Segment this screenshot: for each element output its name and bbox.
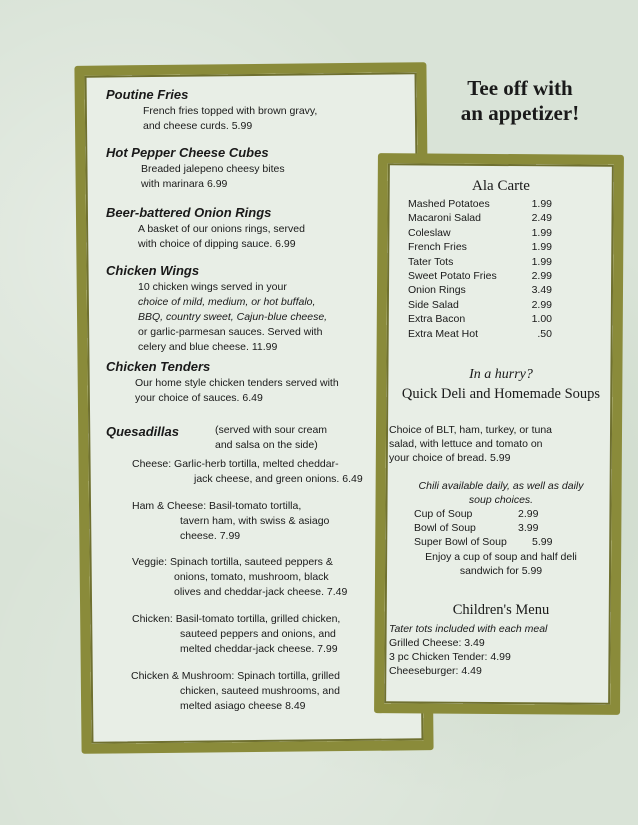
desc-line: sandwich for 5.99 <box>459 565 543 577</box>
list-item <box>414 521 552 535</box>
desc-line: with choice of dipping sauce. 6.99 <box>138 238 296 250</box>
list-item <box>408 226 552 240</box>
desc-line: French fries topped with brown gravy, <box>143 105 318 117</box>
quesadilla-chicken-mushroom <box>131 669 340 714</box>
desc-line: with marinara 6.99 <box>141 178 228 190</box>
item-name: Cup of Soup <box>414 508 473 520</box>
item-price: 2.99 <box>531 298 552 311</box>
quesadilla-label: Veggie: <box>132 556 168 568</box>
desc-line: cheese. 7.99 <box>180 530 241 542</box>
desc-line: onions, tomato, mushroom, black <box>174 571 329 583</box>
item-desc-chicken-wings <box>138 280 327 355</box>
item-price: 1.99 <box>531 241 552 254</box>
item-price: 1.99 <box>531 226 552 239</box>
list-item <box>408 327 552 341</box>
deli-kicker: In a hurry? <box>469 367 533 382</box>
quesadilla-label: Chicken: <box>132 613 173 625</box>
desc-line: celery and blue cheese. 11.99 <box>138 341 278 353</box>
desc-line: melted cheddar-jack cheese. 7.99 <box>180 643 338 655</box>
item-desc-poutine-fries <box>143 104 317 134</box>
quesadilla-label: Ham & Cheese: <box>132 500 207 512</box>
desc-line: Enjoy a cup of soup and half deli <box>425 551 577 563</box>
list-item <box>408 312 552 326</box>
tagline <box>440 76 600 126</box>
item-price: 2.49 <box>531 212 552 225</box>
item-name: Bowl of Soup <box>414 522 476 534</box>
desc-line: choice of mild, medium, or hot buffalo, <box>138 296 316 308</box>
item-title-poutine-fries: Poutine Fries <box>106 87 189 102</box>
list-item <box>408 211 552 225</box>
item-price: 5.99 <box>532 536 553 548</box>
desc-line: and cheese curds. 5.99 <box>143 120 253 132</box>
item-price: 2.99 <box>518 508 539 520</box>
desc-line: or garlic-parmesan sauces. Served with <box>138 326 323 338</box>
list-item: Cheeseburger: 4.49 <box>389 665 482 677</box>
item-price: 2.99 <box>531 269 552 282</box>
quesadillas-note <box>215 423 327 453</box>
item-price: 3.99 <box>518 522 539 534</box>
item-price: 1.99 <box>531 255 552 268</box>
list-item: 3 pc Chicken Tender: 4.99 <box>389 651 511 663</box>
ala-carte-list <box>408 197 552 341</box>
item-title-chicken-tenders: Chicken Tenders <box>106 359 211 374</box>
deli-title: Quick Deli and Homemade Soups <box>401 386 601 402</box>
item-name: Super Bowl of Soup <box>414 536 507 548</box>
quesadilla-chicken <box>132 612 340 657</box>
list-item <box>408 240 552 254</box>
desc-line: Garlic-herb tortilla, melted cheddar- <box>174 458 339 470</box>
desc-line: melted asiago cheese 8.49 <box>180 700 306 712</box>
item-title-quesadillas: Quesadillas <box>106 424 179 439</box>
kids-note: Tater tots included with each meal <box>389 623 548 635</box>
item-name: Onion Rings <box>408 284 466 297</box>
item-name: French Fries <box>408 241 467 254</box>
quesadilla-cheese <box>132 457 363 487</box>
kids-menu <box>389 622 547 678</box>
item-price: 1.00 <box>531 313 552 326</box>
item-price: 3.49 <box>531 284 552 297</box>
list-item <box>414 535 552 549</box>
tagline-line: Tee off with <box>467 76 573 100</box>
list-item: Grilled Cheese: 3.49 <box>389 637 485 649</box>
desc-line: your choice of sauces. 6.49 <box>135 392 263 404</box>
desc-line: salad, with lettuce and tomato on <box>389 438 543 450</box>
desc-line: chicken, sauteed mushrooms, and <box>180 685 340 697</box>
item-desc-chicken-tenders <box>135 376 339 406</box>
desc-line: Basil-tomato tortilla, grilled chicken, <box>175 613 341 625</box>
quesadilla-ham-cheese <box>132 499 329 544</box>
quesadilla-label: Chicken & Mushroom: <box>131 670 235 682</box>
soup-note <box>386 479 616 507</box>
desc-line: and salsa on the side) <box>215 439 318 451</box>
desc-line: sauteed peppers and onions, and <box>180 628 336 640</box>
kids-menu-title: Children's Menu <box>452 602 550 618</box>
item-title-hot-pepper-cheese-cubes: Hot Pepper Cheese Cubes <box>106 145 269 160</box>
list-item <box>408 269 552 283</box>
desc-line: soup choices. <box>468 494 534 506</box>
item-name: Coleslaw <box>408 226 451 239</box>
item-price: .50 <box>537 327 552 340</box>
desc-line: Basil-tomato tortilla, <box>209 500 302 512</box>
list-item <box>408 255 552 269</box>
desc-line: Choice of BLT, ham, turkey, or tuna <box>389 424 553 436</box>
desc-line: jack cheese, and green onions. 6.49 <box>194 473 363 485</box>
desc-line: 10 chicken wings served in your <box>138 281 287 293</box>
list-item <box>408 298 552 312</box>
desc-line: Spinach tortilla, sauteed peppers & <box>169 556 333 568</box>
desc-line: Chili available daily, as well as daily <box>418 480 584 492</box>
desc-line: Our home style chicken tenders served with <box>135 377 339 389</box>
desc-line: A basket of our onions rings, served <box>138 223 305 235</box>
desc-line: (served with sour cream <box>215 424 328 436</box>
deli-description <box>389 423 552 465</box>
list-item <box>414 507 552 521</box>
item-title-onion-rings: Beer-battered Onion Rings <box>106 205 272 220</box>
desc-line: your choice of bread. 5.99 <box>389 452 511 464</box>
desc-line: tavern ham, with swiss & asiago <box>180 515 330 527</box>
item-name: Extra Bacon <box>408 313 466 326</box>
item-price: 1.99 <box>531 198 552 210</box>
item-name: Side Salad <box>408 298 459 311</box>
list-item <box>408 283 552 297</box>
quesadilla-veggie <box>132 555 347 600</box>
item-name: Tater Tots <box>408 255 454 268</box>
item-name: Macaroni Salad <box>408 212 481 225</box>
item-name: Mashed Potatoes <box>408 198 490 210</box>
item-name: Sweet Potato Fries <box>408 269 497 282</box>
desc-line: Breaded jalepeno cheesy bites <box>141 163 285 175</box>
tagline-line: an appetizer! <box>460 101 580 125</box>
item-desc-hot-pepper-cheese-cubes <box>141 162 285 192</box>
item-title-chicken-wings: Chicken Wings <box>106 263 200 278</box>
desc-line: BBQ, country sweet, Cajun-blue cheese, <box>138 311 328 323</box>
item-name: Extra Meat Hot <box>408 327 479 340</box>
desc-line: Spinach tortilla, grilled <box>237 670 340 682</box>
item-desc-onion-rings <box>138 222 305 252</box>
quesadilla-label: Cheese: <box>132 458 172 470</box>
desc-line: olives and cheddar-jack cheese. 7.49 <box>174 586 348 598</box>
soup-list <box>414 507 552 549</box>
ala-carte-title: Ala Carte <box>472 178 530 194</box>
soup-combo <box>386 550 616 578</box>
list-item <box>408 197 552 211</box>
